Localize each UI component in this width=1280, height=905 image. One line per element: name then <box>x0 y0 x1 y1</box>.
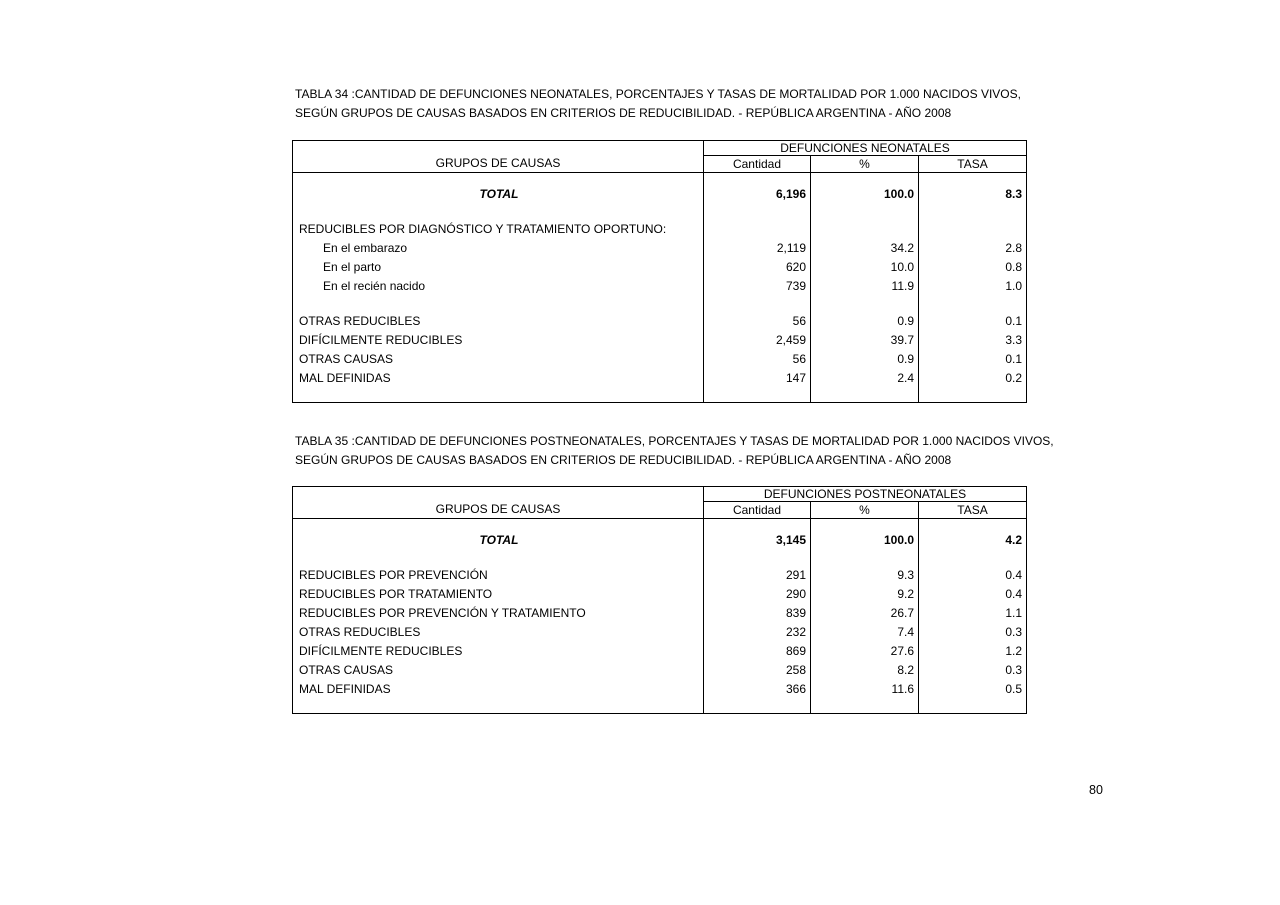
cantidad-cell: 6,196 <box>704 173 811 205</box>
tasa-cell <box>919 550 1027 566</box>
tasa-cell: 4.2 <box>919 519 1027 551</box>
cause-cell: En el parto <box>323 260 382 274</box>
cantidad-cell: 147 <box>704 369 811 403</box>
table-row <box>293 585 1027 604</box>
pct-cell: 8.2 <box>811 661 919 680</box>
cause-cell: En el recién nacido <box>323 279 426 293</box>
table-row <box>293 680 1027 714</box>
table1-caption-line1: TABLA 34 :CANTIDAD DE DEFUNCIONES NEONATALES, PORCENTAJES Y TASAS DE MORTALIDAD POR 1.000 NACIDOS VIVOS, <box>295 87 1021 101</box>
cantidad-cell: 869 <box>704 642 811 661</box>
pct-cell: 100.0 <box>811 519 919 551</box>
cantidad-cell: 291 <box>704 566 811 585</box>
tasa-cell <box>919 204 1027 220</box>
tasa-cell: 0.2 <box>919 369 1027 403</box>
table1-caption-line2: SEGÚN GRUPOS DE CAUSAS BASADOS EN CRITERIOS DE REDUCIBILIDAD. - REPÚBLICA ARGENTINA - AÑO 2008 <box>295 106 952 120</box>
table-row <box>293 312 1027 331</box>
cause-cell: REDUCIBLES POR PREVENCIÓN <box>299 568 488 582</box>
pct-cell <box>811 220 919 239</box>
pct-cell: 2.4 <box>811 369 919 403</box>
pct-cell: 0.9 <box>811 312 919 331</box>
table2-caption-line1: TABLA 35 :CANTIDAD DE DEFUNCIONES POSTNEONATALES, PORCENTAJES Y TASAS DE MORTALIDAD POR 1.000 NACIDOS VIVOS, <box>295 434 1054 448</box>
tasa-cell: 2.8 <box>919 239 1027 258</box>
cantidad-cell: 232 <box>704 623 811 642</box>
cause-cell: MAL DEFINIDAS <box>299 371 391 385</box>
table1-body <box>293 173 1027 403</box>
tasa-cell: 1.2 <box>919 642 1027 661</box>
causes-column-header: GRUPOS DE CAUSAS <box>293 487 704 519</box>
cause-cell: REDUCIBLES POR PREVENCIÓN Y TRATAMIENTO <box>299 606 586 620</box>
pct-cell <box>811 550 919 566</box>
cantidad-cell: 56 <box>704 350 811 369</box>
tasa-cell: 3.3 <box>919 331 1027 350</box>
cause-cell: OTRAS CAUSAS <box>299 352 394 366</box>
col-header-pct: % <box>811 502 919 519</box>
group-header: DEFUNCIONES NEONATALES <box>704 141 1027 156</box>
tasa-cell: 0.4 <box>919 566 1027 585</box>
cause-cell: REDUCIBLES POR TRATAMIENTO <box>299 587 493 601</box>
table-row <box>293 204 1027 220</box>
cantidad-cell: 739 <box>704 277 811 296</box>
table-row <box>293 623 1027 642</box>
cause-cell: REDUCIBLES POR DIAGNÓSTICO Y TRATAMIENTO OPORTUNO: <box>299 222 667 236</box>
table2-body <box>293 519 1027 714</box>
cantidad-cell <box>704 204 811 220</box>
tasa-cell: 0.1 <box>919 350 1027 369</box>
pct-cell: 34.2 <box>811 239 919 258</box>
cantidad-cell: 620 <box>704 258 811 277</box>
cantidad-cell: 2,459 <box>704 331 811 350</box>
cantidad-cell: 258 <box>704 661 811 680</box>
tasa-cell: 0.5 <box>919 680 1027 714</box>
col-header-cantidad: Cantidad <box>704 502 811 519</box>
cantidad-cell: 2,119 <box>704 239 811 258</box>
tasa-cell <box>919 220 1027 239</box>
table-row <box>293 550 1027 566</box>
cause-cell: OTRAS CAUSAS <box>299 663 394 677</box>
table-row <box>293 173 1027 205</box>
col-header-tasa: TASA <box>919 502 1027 519</box>
tasa-cell: 1.1 <box>919 604 1027 623</box>
cause-cell: En el embarazo <box>323 241 408 255</box>
pct-cell: 9.2 <box>811 585 919 604</box>
cantidad-cell <box>704 550 811 566</box>
cantidad-cell: 56 <box>704 312 811 331</box>
table-header-row <box>293 487 1027 502</box>
pct-cell <box>811 296 919 312</box>
pct-cell: 10.0 <box>811 258 919 277</box>
pct-cell: 11.9 <box>811 277 919 296</box>
pct-cell: 27.6 <box>811 642 919 661</box>
table-row <box>293 661 1027 680</box>
cantidad-cell: 3,145 <box>704 519 811 551</box>
table-row <box>293 331 1027 350</box>
pct-cell: 100.0 <box>811 173 919 205</box>
tasa-cell: 0.1 <box>919 312 1027 331</box>
cantidad-cell <box>704 220 811 239</box>
tasa-cell <box>919 296 1027 312</box>
tasa-cell: 0.4 <box>919 585 1027 604</box>
pct-cell: 7.4 <box>811 623 919 642</box>
cause-cell <box>293 204 704 220</box>
table-row <box>293 220 1027 239</box>
table-row <box>293 296 1027 312</box>
tasa-cell: 8.3 <box>919 173 1027 205</box>
cause-cell: OTRAS REDUCIBLES <box>299 625 421 639</box>
table1-caption <box>295 85 1085 123</box>
cause-cell: DIFÍCILMENTE REDUCIBLES <box>299 644 463 658</box>
col-header-cantidad: Cantidad <box>704 156 811 173</box>
table-row <box>293 519 1027 551</box>
tasa-cell: 0.3 <box>919 661 1027 680</box>
table-row <box>293 239 1027 258</box>
postneonatal-deaths-table <box>292 486 1027 714</box>
table2-caption <box>295 432 1085 470</box>
col-header-tasa: TASA <box>919 156 1027 173</box>
cantidad-cell: 839 <box>704 604 811 623</box>
table-row <box>293 258 1027 277</box>
cantidad-cell: 290 <box>704 585 811 604</box>
cantidad-cell: 366 <box>704 680 811 714</box>
cause-cell <box>293 296 704 312</box>
pct-cell <box>811 204 919 220</box>
pct-cell: 26.7 <box>811 604 919 623</box>
pct-cell: 0.9 <box>811 350 919 369</box>
tasa-cell: 0.8 <box>919 258 1027 277</box>
cause-cell: OTRAS REDUCIBLES <box>299 314 421 328</box>
cause-cell <box>293 550 704 566</box>
tasa-cell: 0.3 <box>919 623 1027 642</box>
table-row <box>293 350 1027 369</box>
group-header: DEFUNCIONES POSTNEONATALES <box>704 487 1027 502</box>
table-row <box>293 566 1027 585</box>
cause-cell: TOTAL <box>479 533 519 547</box>
tasa-cell: 1.0 <box>919 277 1027 296</box>
table-row <box>293 642 1027 661</box>
neonatal-deaths-table <box>292 140 1027 403</box>
table-row <box>293 277 1027 296</box>
pct-cell: 9.3 <box>811 566 919 585</box>
cantidad-cell <box>704 296 811 312</box>
pct-cell: 11.6 <box>811 680 919 714</box>
page-number: 80 <box>1089 783 1103 797</box>
table2-caption-line2: SEGÚN GRUPOS DE CAUSAS BASADOS EN CRITERIOS DE REDUCIBILIDAD. - REPÚBLICA ARGENTINA - AÑO 2008 <box>295 453 952 467</box>
pct-cell: 39.7 <box>811 331 919 350</box>
table-row <box>293 604 1027 623</box>
cause-cell: TOTAL <box>479 187 519 201</box>
col-header-pct: % <box>811 156 919 173</box>
table-header-row <box>293 141 1027 156</box>
table-row <box>293 369 1027 403</box>
cause-cell: DIFÍCILMENTE REDUCIBLES <box>299 333 463 347</box>
cause-cell: MAL DEFINIDAS <box>299 682 391 696</box>
causes-column-header: GRUPOS DE CAUSAS <box>293 141 704 173</box>
